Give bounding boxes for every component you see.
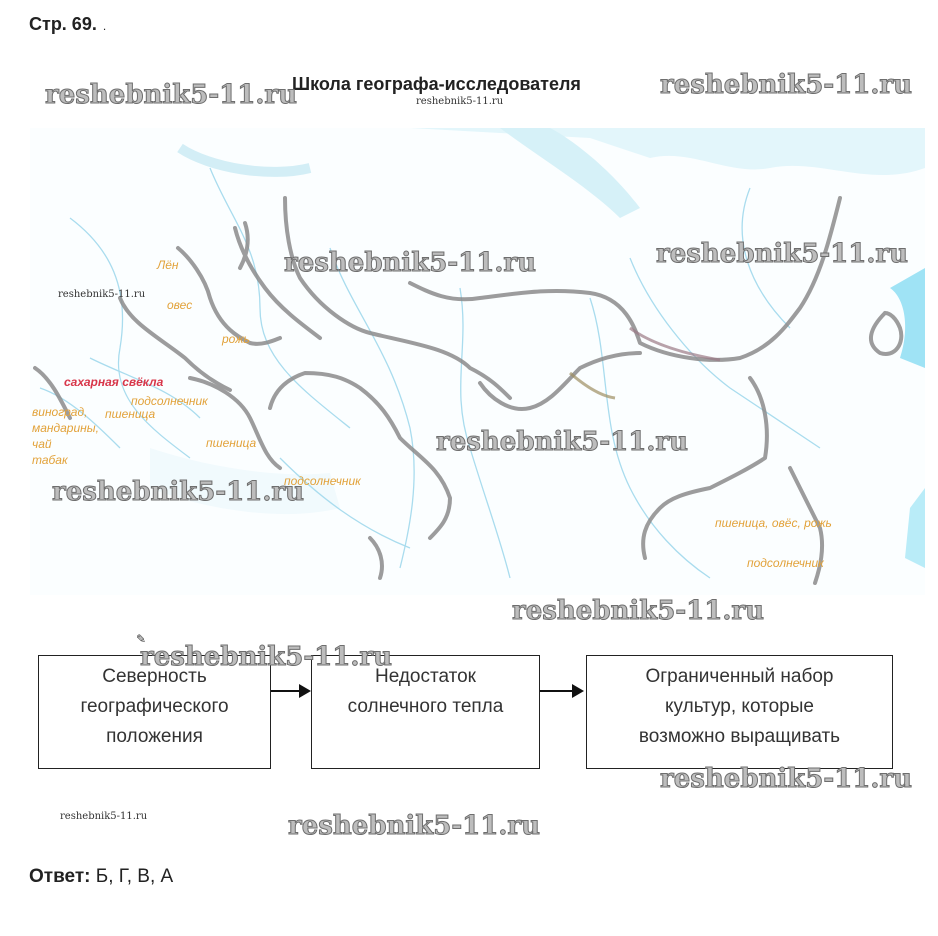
crop-label: подсолнечник — [131, 394, 208, 408]
watermark: reshebnik5-11.ru — [660, 764, 913, 794]
zone-border-8 — [480, 353, 640, 409]
flow-box-text: Северность географического положения — [80, 666, 229, 747]
answer-label: Ответ: — [29, 866, 91, 887]
crop-label: рожь — [222, 332, 250, 346]
zone-border-accent2 — [570, 373, 615, 398]
watermark: reshebnik5-11.ru — [45, 80, 298, 110]
flow-box-text: Ограниченный набор культур, которые возможно выращивать — [638, 666, 841, 747]
zone-border-3 — [190, 378, 280, 468]
crop-label: пшеница — [206, 436, 257, 450]
flow-box-2 — [311, 655, 540, 769]
watermark: reshebnik5-11.ru — [140, 642, 393, 672]
watermark: reshebnik5-11.ru — [284, 248, 537, 278]
zone-border-11 — [871, 313, 901, 354]
map — [30, 128, 925, 595]
crop-label: чай — [32, 437, 52, 451]
water-lake — [180, 148, 310, 172]
crop-label: мандарины, — [32, 421, 99, 435]
zone-border-1 — [178, 248, 280, 344]
crop-label: табак — [32, 453, 68, 467]
watermark: reshebnik5-11.ru — [656, 239, 909, 269]
watermark: reshebnik5-11.ru — [512, 596, 765, 626]
crop-label: подсолнечник — [284, 474, 361, 488]
page-number-text: Стр. 69. — [29, 14, 97, 34]
flow-arrow-2 — [540, 690, 582, 692]
watermark-small: reshebnik5-11.ru — [416, 96, 504, 107]
water-east2 — [905, 488, 925, 568]
crop-label: Лён — [157, 258, 179, 272]
water-north — [410, 128, 925, 175]
watermark: reshebnik5-11.ru — [52, 477, 305, 507]
cursor-icon: ✎ — [136, 632, 147, 646]
watermark: reshebnik5-11.ru — [660, 70, 913, 100]
page-title: Школа географа-исследователя — [292, 74, 581, 94]
watermark: reshebnik5-11.ru — [436, 427, 689, 457]
crop-label: виноград, — [32, 405, 88, 419]
zone-border-9 — [643, 378, 767, 558]
crop-label: пшеница — [105, 407, 156, 421]
page-number — [29, 14, 106, 35]
flow-arrow-1 — [271, 690, 309, 692]
page-number-dot: . — [102, 19, 107, 33]
answer-value: Б, Г, В, А — [95, 866, 174, 887]
zone-border-7 — [410, 198, 840, 360]
crop-label: пшеница, овёс, рожь — [715, 516, 832, 530]
flow-box-3 — [586, 655, 893, 769]
crop-label: овес — [167, 298, 193, 312]
crop-label: сахарная свёкла — [64, 375, 164, 389]
flow-box-text: Недостаток солнечного тепла — [347, 666, 504, 717]
crop-label: подсолнечник — [747, 556, 824, 570]
watermark-small: reshebnik5-11.ru — [58, 289, 146, 300]
answer — [29, 866, 173, 888]
watermark-small: reshebnik5-11.ru — [60, 811, 148, 822]
flow-box-1 — [38, 655, 271, 769]
watermark: reshebnik5-11.ru — [288, 811, 541, 841]
zone-border-14 — [370, 538, 382, 578]
